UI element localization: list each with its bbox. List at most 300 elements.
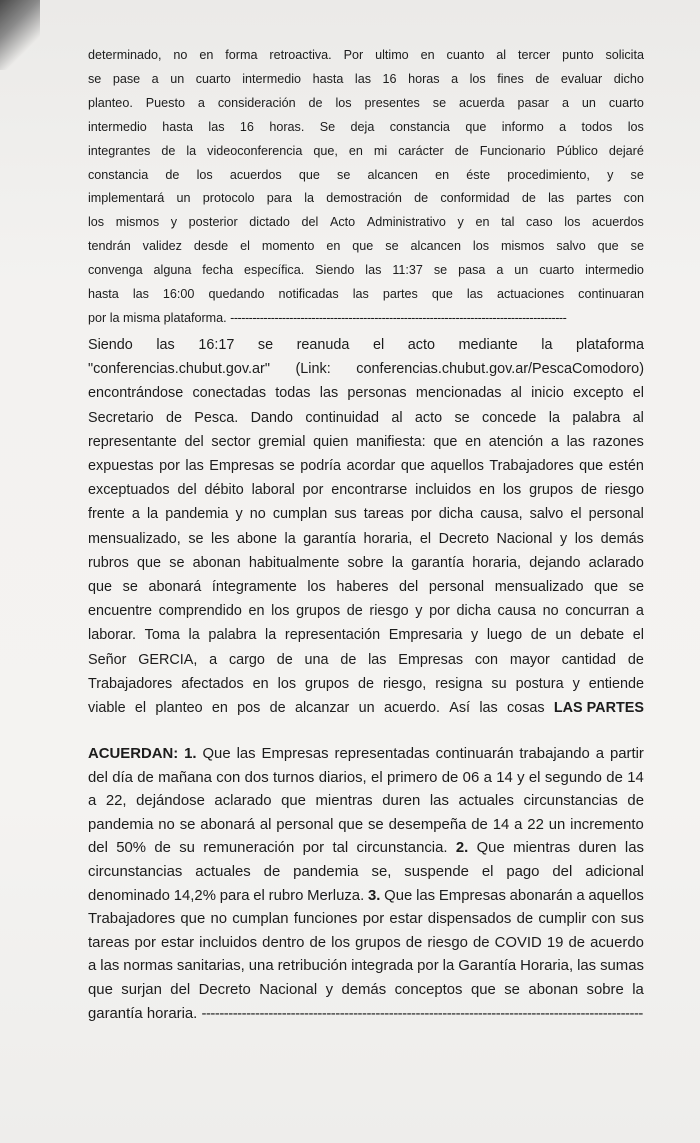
word: cumplir [538, 911, 587, 928]
word: se [385, 239, 399, 254]
word: las [352, 287, 369, 302]
word: funciones [293, 911, 358, 928]
paragraph-reanudacion [88, 333, 644, 720]
word: tal [332, 840, 349, 857]
word: conectadas [192, 385, 267, 402]
word: las [156, 337, 175, 353]
word: se [257, 337, 274, 353]
word: viable [88, 700, 126, 717]
word: las [100, 958, 120, 975]
word: Trabajadores [489, 458, 574, 475]
word: dejando [529, 554, 581, 571]
word: las [429, 793, 449, 810]
word: fecha [202, 263, 234, 278]
word: Acto [329, 215, 356, 230]
word: garantía [88, 1005, 143, 1022]
word: conferencias.chubut.gov.ar/PescaComodoro) [356, 361, 644, 378]
word: cuanto [446, 48, 485, 62]
word: los [88, 215, 105, 230]
word: Señor [88, 651, 127, 668]
word: presentes [364, 95, 420, 110]
word: 16:00 [162, 287, 195, 302]
word: acuerdos [229, 167, 282, 182]
word: se [367, 816, 384, 833]
word: retribución [277, 958, 348, 975]
word: quien [313, 433, 349, 450]
word: al [510, 385, 522, 402]
word: Siendo [315, 263, 355, 278]
word: mencionadas [415, 385, 502, 402]
word: personal [276, 816, 334, 833]
word: de [308, 95, 323, 110]
word: palabra [208, 627, 257, 644]
word: y [457, 215, 464, 230]
word: carácter [398, 143, 444, 158]
word: que [465, 119, 487, 134]
word: sumas [600, 958, 644, 975]
word: un [548, 816, 566, 833]
word: planteo. [88, 95, 133, 110]
word: intermedio [585, 263, 644, 278]
word: que [137, 554, 162, 571]
word: los [564, 215, 581, 230]
word: surjan [121, 981, 162, 998]
word: la [632, 981, 644, 998]
word: constancia [389, 119, 450, 134]
word: a [151, 71, 159, 86]
word: el [134, 700, 147, 717]
word: plataforma. [163, 310, 227, 325]
word: a [559, 119, 567, 134]
word: afectados [181, 675, 244, 692]
word: de [165, 167, 180, 182]
word: no [542, 603, 559, 620]
word: y [325, 981, 334, 998]
word: se, [371, 863, 392, 880]
text-line [88, 861, 644, 885]
word: cosas [507, 700, 545, 717]
word: Funcionario [479, 143, 546, 158]
word: íntegramente [211, 579, 297, 596]
word: todos [581, 119, 613, 134]
word: y [471, 627, 479, 644]
word: y [560, 530, 568, 547]
word: en [475, 215, 490, 230]
word: retroactiva. [269, 48, 332, 62]
text-line [88, 743, 644, 767]
word: partes [382, 287, 418, 302]
word: la [188, 627, 200, 644]
word: un [514, 263, 529, 278]
text-line [88, 211, 644, 235]
word: que [594, 579, 619, 596]
word: tercer [517, 48, 551, 62]
word: protocolo [202, 191, 255, 206]
word: la [391, 554, 403, 571]
text-line [88, 92, 644, 116]
word: por [88, 310, 107, 325]
word: procedimiento, [507, 167, 590, 182]
word: conceptos [394, 981, 463, 998]
word: 50% [116, 840, 146, 857]
word: el [253, 887, 265, 904]
word: estén [608, 458, 644, 475]
paragraph-cuarto-intermedio [88, 44, 644, 331]
word: acuerda [459, 95, 505, 110]
word: se [504, 981, 520, 998]
word: débito [204, 482, 244, 499]
word: horaria. [146, 1005, 198, 1022]
word: intermedio [242, 71, 302, 86]
word: informo [501, 119, 544, 134]
word: se [433, 263, 448, 278]
word: los [335, 95, 352, 110]
word: luego [486, 627, 523, 644]
word: Trabajadores [88, 911, 176, 928]
word: pandemia [165, 506, 229, 523]
word: de [161, 143, 176, 158]
word: un [176, 191, 191, 206]
word: de [358, 675, 375, 692]
word: no [249, 506, 266, 523]
word: se [630, 239, 644, 254]
word: Por [343, 48, 364, 62]
word: el [481, 863, 494, 880]
word: sus [334, 506, 357, 523]
word: ultimo [375, 48, 409, 62]
word: estar [389, 911, 423, 928]
word: con [474, 651, 499, 668]
word: haberes [336, 579, 389, 596]
word: Empresas [398, 651, 464, 668]
word: causa [497, 603, 536, 620]
word: los [574, 530, 594, 547]
word: alcanzar [294, 700, 350, 717]
word: a [88, 958, 97, 975]
word: entiende [588, 675, 644, 692]
word: cargo [228, 651, 265, 668]
word: continuarán [435, 746, 514, 762]
word: y [170, 215, 178, 230]
word: hasta [88, 287, 119, 302]
word: de [516, 911, 534, 928]
text-line [88, 648, 644, 672]
word: circunstancia. [356, 840, 448, 857]
word: actuaciones [496, 287, 565, 302]
word: momento [261, 239, 315, 254]
word: Toma [144, 627, 180, 644]
word: remuneración [203, 840, 295, 857]
word: de [454, 143, 469, 158]
text-line [88, 381, 644, 405]
word: Nacional [259, 981, 318, 998]
word: la [304, 191, 315, 206]
word: las [319, 385, 339, 402]
word: Decreto [198, 981, 251, 998]
word: partes [576, 191, 612, 206]
word: dos [244, 769, 269, 786]
word: duren [578, 840, 617, 857]
word: Merluza. [307, 887, 365, 904]
word: sanitarias, [176, 958, 245, 975]
word: continuidad [305, 409, 380, 426]
word: para [266, 191, 292, 206]
word: el [240, 239, 250, 254]
word: palabra [572, 409, 621, 426]
word: normas [123, 958, 173, 975]
word: aclarado [588, 554, 644, 571]
word: mismos [500, 239, 545, 254]
word: la [265, 627, 277, 644]
word: el [528, 769, 541, 786]
word: 1. [184, 746, 197, 762]
word: acuerdo. [383, 700, 440, 717]
word: las [368, 651, 387, 668]
word: Secretario [88, 409, 154, 426]
word: validez [142, 239, 182, 254]
word: mediante [458, 337, 518, 353]
word: gremial [258, 433, 306, 450]
word: del [552, 863, 573, 880]
word: de [340, 651, 357, 668]
word: desde [193, 239, 229, 254]
word: de [530, 627, 547, 644]
word: Que [202, 746, 231, 762]
word: por [302, 840, 325, 857]
word: inicio [531, 385, 564, 402]
word: tareas [363, 506, 404, 523]
text-line [88, 235, 644, 259]
word: acuerdos [592, 215, 644, 230]
word: que [281, 793, 306, 810]
word: 14,2% [173, 887, 216, 904]
word: de [414, 191, 429, 206]
word: las [416, 887, 436, 904]
word: y [415, 603, 423, 620]
word: en [326, 239, 341, 254]
text-line [88, 599, 644, 623]
word: del [177, 482, 197, 499]
word: Trabajadores [88, 675, 173, 692]
word: encontrándose [88, 385, 184, 402]
word: su [179, 840, 195, 857]
word: cumplan [272, 506, 328, 523]
word: las [577, 958, 597, 975]
word: específica. [244, 263, 305, 278]
word: la [284, 530, 296, 547]
word: grupos [355, 934, 401, 951]
text-line [88, 454, 644, 478]
word: acuerdo [590, 934, 644, 951]
word: demás [600, 530, 644, 547]
word: de [472, 934, 490, 951]
word: videoconferencia [207, 143, 303, 158]
word: de [276, 651, 293, 668]
word: que [470, 981, 496, 998]
word: Que [384, 887, 413, 904]
word: y [572, 675, 580, 692]
word: las [185, 458, 204, 475]
word: encuentre [88, 603, 153, 620]
word: los [307, 579, 326, 596]
word: debate [580, 627, 625, 644]
word: implementará [88, 191, 165, 206]
word: integrantes [88, 143, 151, 158]
word: adicional [585, 863, 644, 880]
word: en [211, 700, 228, 717]
text-line [88, 908, 644, 932]
text-line [88, 767, 644, 791]
text-line [88, 283, 644, 307]
text-line [88, 430, 644, 454]
text-line [88, 44, 644, 68]
word: solicita [605, 48, 644, 62]
word: turnos [272, 769, 315, 786]
word: no [158, 816, 175, 833]
word: atención [488, 433, 544, 450]
word: personal [588, 506, 644, 523]
word: representación [284, 627, 381, 644]
word: garantía [411, 554, 464, 571]
word: pago [506, 863, 540, 880]
word: constancia [88, 167, 149, 182]
word: que [180, 911, 206, 928]
word: mi [373, 143, 388, 158]
word: incluidos [199, 934, 258, 951]
word: no [210, 911, 228, 928]
word: personas [347, 385, 407, 402]
text-line [88, 357, 644, 381]
word: las [365, 263, 382, 278]
text-line [88, 885, 644, 909]
text-line [88, 814, 644, 838]
word: alcancen [410, 239, 461, 254]
word: se [188, 530, 204, 547]
word: aclarado [214, 793, 272, 810]
word: que [400, 458, 425, 475]
text-line [88, 333, 644, 357]
word: un [358, 700, 375, 717]
word: de [521, 191, 536, 206]
word: 16:17 [198, 337, 235, 353]
word: sus [620, 911, 644, 928]
word: Que [476, 840, 505, 857]
word: horas. [269, 119, 305, 134]
word: GERCIA, [138, 651, 198, 668]
word: evaluar [560, 71, 603, 86]
word: por [302, 482, 324, 499]
text-line [88, 575, 644, 599]
word: 16 [239, 119, 254, 134]
word: se [169, 554, 185, 571]
word: riesgo [369, 603, 409, 620]
text-line [88, 116, 644, 140]
dash-filler: --------------------------------------------------------------------------------------------------- [201, 1005, 643, 1022]
word: a [550, 433, 559, 450]
word: aquellos [588, 887, 644, 904]
word: del [399, 579, 419, 596]
word: al [259, 816, 272, 833]
word: actuales [195, 863, 251, 880]
word: los [472, 239, 490, 254]
word: las [208, 119, 225, 134]
word: la [146, 506, 159, 523]
word: suspende [404, 863, 469, 880]
word: para [219, 887, 250, 904]
word: laboral [251, 482, 295, 499]
word: a [561, 95, 569, 110]
word: Empresas [261, 746, 329, 762]
word: los [502, 482, 522, 499]
word: en [435, 167, 450, 182]
word: postura [515, 675, 564, 692]
word: abonan [192, 554, 241, 571]
word: Empresaria [388, 627, 463, 644]
word: del [301, 215, 319, 230]
word: plataforma [576, 337, 644, 353]
word: 2. [455, 840, 469, 857]
word: los [196, 167, 213, 182]
word: de [263, 863, 281, 880]
word: estar [161, 934, 195, 951]
word: en [420, 48, 435, 62]
word: que [431, 287, 453, 302]
word: a [483, 769, 492, 786]
word: de [309, 934, 327, 951]
word: deja [350, 119, 375, 134]
word: en [348, 143, 363, 158]
word: 22, [105, 793, 127, 810]
word: incremento [570, 816, 644, 833]
word: por [362, 911, 385, 928]
word: a [514, 816, 523, 833]
word: del [88, 769, 108, 786]
word: demás [341, 981, 387, 998]
word: se [628, 579, 644, 596]
word: "conferencias.chubut.gov.ar" [88, 361, 270, 378]
text-line [88, 551, 644, 575]
word: 06 [462, 769, 480, 786]
word: se [179, 816, 196, 833]
word: 16 [382, 71, 397, 86]
word: COVID [494, 934, 542, 951]
word: Decreto [438, 530, 489, 547]
word: partir [609, 746, 644, 762]
word: y [607, 167, 614, 182]
word: concurran [565, 603, 630, 620]
word: de [606, 769, 623, 786]
word: las [132, 287, 149, 302]
word: la [109, 310, 120, 325]
word: consideración [217, 95, 296, 110]
word: Administrativo [366, 215, 446, 230]
word: las [466, 287, 483, 302]
word: pandemia [88, 816, 154, 833]
word: mañana [158, 769, 212, 786]
word: grupos [296, 603, 341, 620]
word: los [277, 675, 297, 692]
word: los [627, 119, 644, 134]
word: habitualmente [248, 554, 340, 571]
word: 22 [527, 816, 544, 833]
word: el [371, 769, 383, 786]
word: concede [482, 409, 537, 426]
word: 11:37 [392, 263, 423, 278]
word: de [627, 651, 644, 668]
word: de [405, 934, 423, 951]
word: rubro [268, 887, 304, 904]
word: el [570, 506, 582, 523]
